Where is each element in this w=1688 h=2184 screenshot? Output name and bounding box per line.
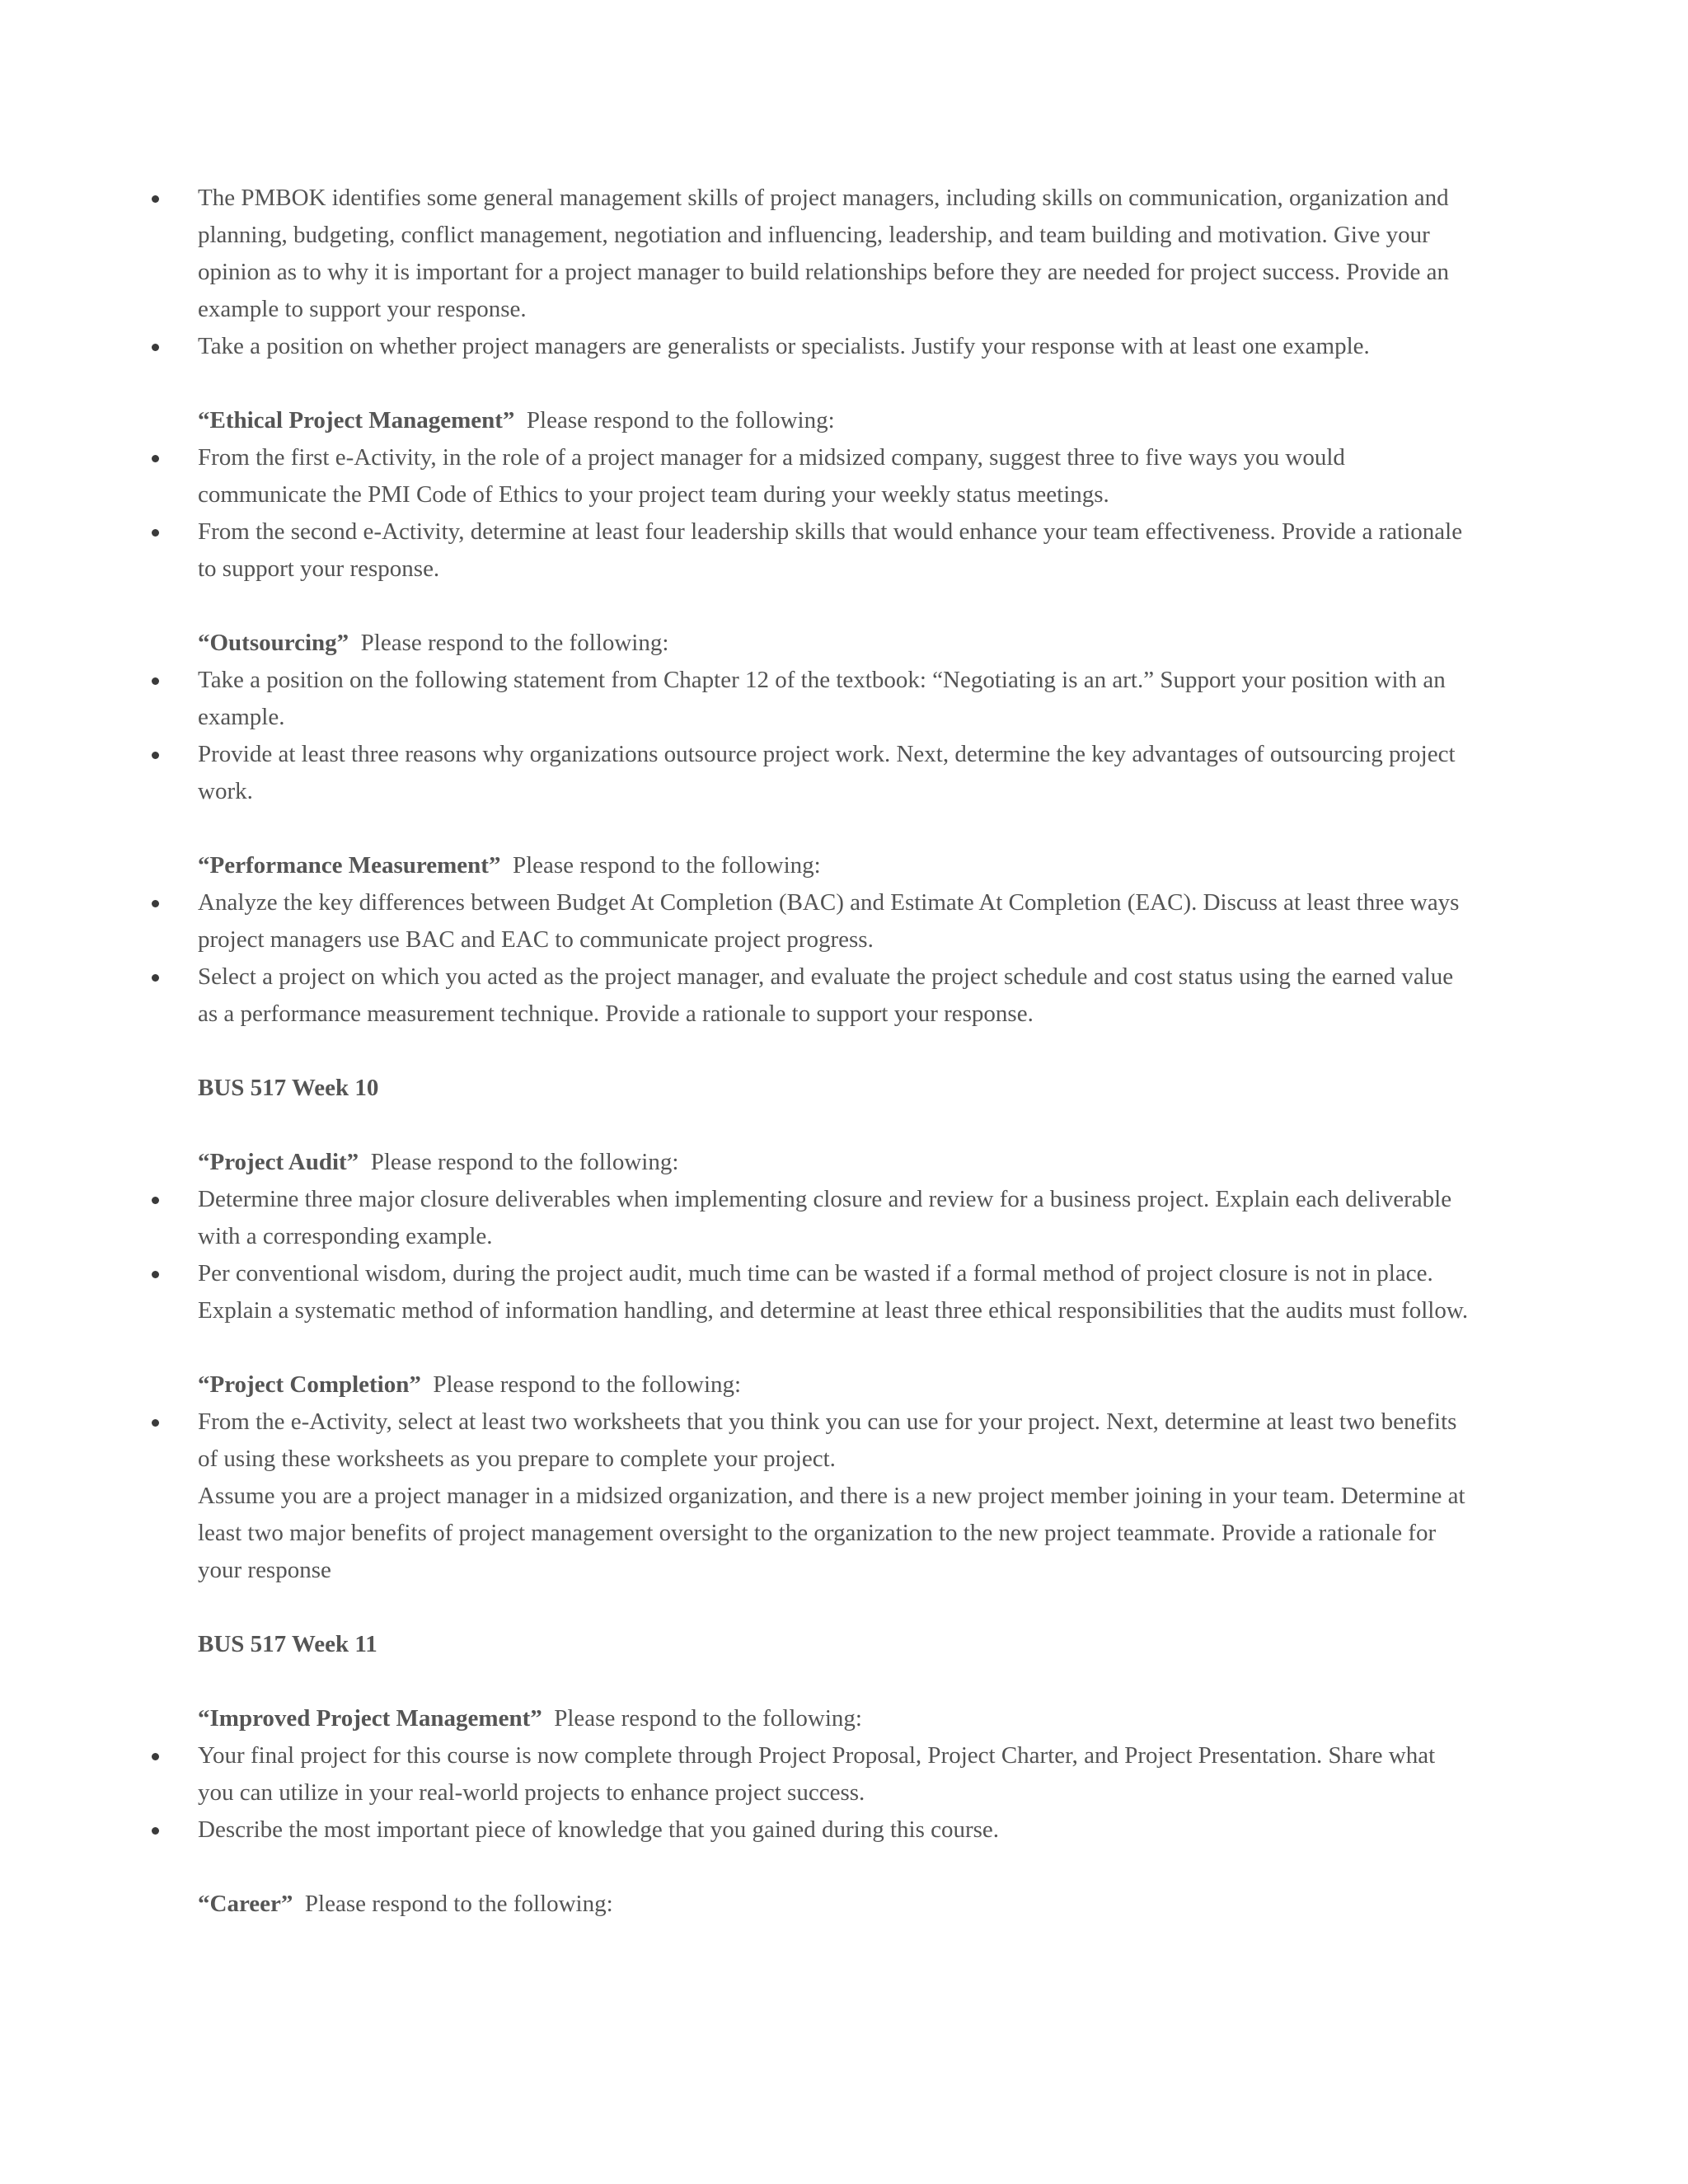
document-page [0, 180, 1688, 1923]
list-item-text: Describe the most important piece of knowledge that you gained during this course. [198, 1816, 1000, 1843]
intro-list [0, 180, 1688, 365]
list-item [0, 1181, 1688, 1255]
list-item-text: Take a position on the following statement from Chapter 12 of the textbook: “Negotiating is an art.” Support your position with an example. [198, 667, 1446, 730]
section-title: “Ethical Project Management” [198, 407, 515, 434]
section-heading-improved [0, 1700, 1688, 1737]
section-prompt: Please respond to the following: [360, 630, 669, 656]
list-item-text: Analyze the key differences between Budget At Completion (BAC) and Estimate At Completion (EAC). Discuss at least three ways project managers use BAC and EAC to communicate project progress. [198, 889, 1460, 953]
section-heading-audit [0, 1144, 1688, 1181]
section-title: “Project Completion” [198, 1371, 421, 1398]
bullet-icon [152, 1271, 159, 1278]
section-prompt: Please respond to the following: [526, 407, 835, 434]
list-item [0, 958, 1688, 1033]
list-item-text: The PMBOK identifies some general management skills of project managers, including skills on communication, organization and planning, budgeting, conflict management, negotiation and influencing, leadership, and team building and motivation. Give your opinion as to why it is important for a project manager to build relationships before they are needed for project success. Provide an example to support your response. [198, 185, 1450, 322]
section-heading-performance [0, 847, 1688, 884]
bullet-icon [152, 455, 159, 462]
list-item-text: From the e-Activity, select at least two worksheets that you think you can use for your project. Next, determine at least two benefits of using these worksheets as you prepare to complete your project. [198, 1408, 1457, 1472]
list-item-text: Your final project for this course is now complete through Project Proposal, Project Charter, and Project Presentation. Share what you can utilize in your real-world projects to enhance project success. [198, 1742, 1436, 1806]
list-item [0, 328, 1688, 365]
section-title: “Outsourcing” [198, 630, 349, 656]
bullet-icon [152, 752, 159, 759]
list-item [0, 736, 1688, 810]
list-item [0, 1255, 1688, 1329]
list-item [0, 1737, 1688, 1811]
section-prompt: Please respond to the following: [433, 1371, 742, 1398]
section-prompt: Please respond to the following: [512, 852, 821, 879]
section-title: “Career” [198, 1891, 293, 1917]
list-item-text: Per conventional wisdom, during the project audit, much time can be wasted if a formal method of project closure is not in place. Explain a systematic method of information handling, and determine at least three ethical responsibilities that the audits must follow. [198, 1260, 1469, 1324]
section-title: “Improved Project Management” [198, 1705, 542, 1732]
section-heading-career [0, 1886, 1688, 1923]
bullet-icon [152, 1753, 159, 1760]
bullet-icon [152, 677, 159, 685]
list-item-text: From the first e-Activity, in the role of a project manager for a midsized company, suggest three to five ways you would communicate the PMI Code of Ethics to your project team during your weekly status meetings. [198, 444, 1345, 508]
section-heading-outsourcing [0, 625, 1688, 662]
list-item-text: Determine three major closure deliverables when implementing closure and review for a business project. Explain each deliverable with a corresponding example. [198, 1186, 1452, 1249]
paragraph: Assume you are a project manager in a midsized organization, and there is a new project member joining in your team. Determine at least two major benefits of project management oversight to the organization to the new project teammate. Provide a rationale for your response [198, 1483, 1465, 1583]
bullet-icon [152, 900, 159, 907]
list-item [0, 662, 1688, 736]
list-item [0, 884, 1688, 958]
bullet-icon [152, 1827, 159, 1835]
list-item [0, 1404, 1688, 1478]
list-item [0, 180, 1688, 328]
week-heading: BUS 517 Week 11 [198, 1631, 377, 1657]
bullet-icon [152, 344, 159, 351]
section-prompt: Please respond to the following: [304, 1891, 613, 1917]
bullet-icon [152, 529, 159, 537]
list-item-text: From the second e-Activity, determine at least four leadership skills that would enhance your team effectiveness. Provide a rationale to support your response. [198, 518, 1463, 582]
bullet-icon [152, 1419, 159, 1427]
section-heading-completion [0, 1366, 1688, 1404]
list-item-text: Take a position on whether project managers are generalists or specialists. Justify your response with at least one example. [198, 333, 1370, 359]
section-heading-ethical [0, 402, 1688, 439]
bullet-icon [152, 974, 159, 982]
section-title: “Project Audit” [198, 1149, 359, 1175]
list-item [0, 1811, 1688, 1849]
section-prompt: Please respond to the following: [370, 1149, 679, 1175]
bullet-icon [152, 195, 159, 203]
list-item [0, 439, 1688, 513]
week-heading: BUS 517 Week 10 [198, 1075, 379, 1101]
bullet-icon [152, 1197, 159, 1204]
section-title: “Performance Measurement” [198, 852, 501, 879]
list-item-text: Select a project on which you acted as the project manager, and evaluate the project schedule and cost status using the earned value as a performance measurement technique. Provide a rationale to support your response. [198, 963, 1454, 1027]
section-prompt: Please respond to the following: [554, 1705, 862, 1732]
list-item [0, 513, 1688, 588]
list-item-text: Provide at least three reasons why organizations outsource project work. Next, determine the key advantages of outsourcing project work. [198, 741, 1456, 804]
